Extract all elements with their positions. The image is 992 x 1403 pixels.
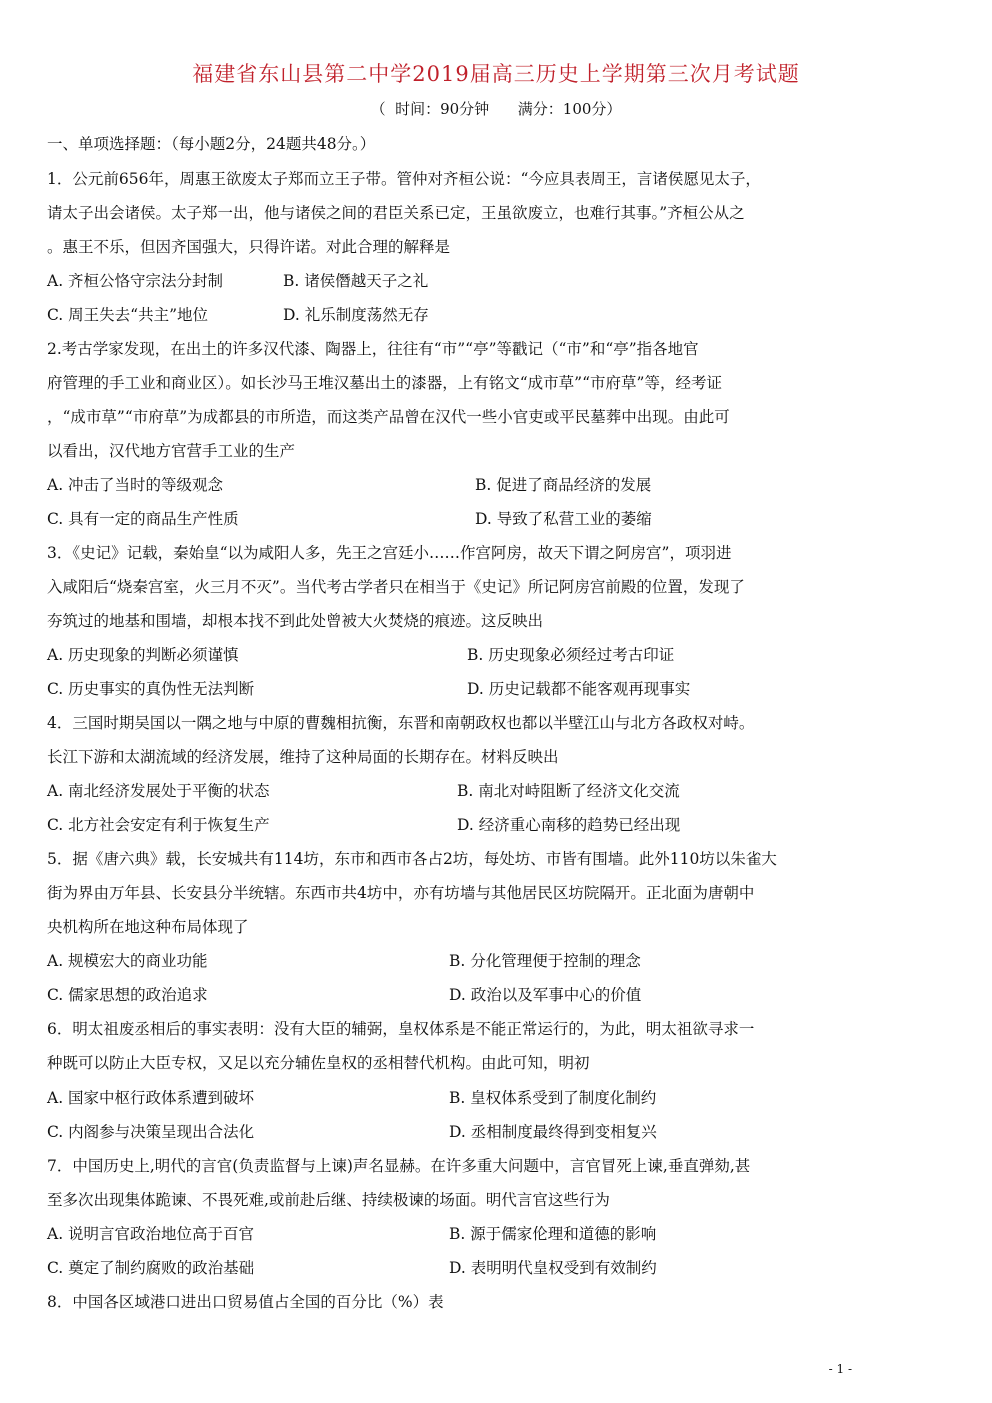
question-6-option-c: C. 内阁参与决策呈现出合法化 bbox=[47, 1123, 255, 1141]
question-4-line-1: 4．三国时期吴国以一隅之地与中原的曹魏相抗衡，东晋和南朝政权也都以半壁江山与北方各政权对峙。 bbox=[47, 714, 755, 732]
question-1-line-1: 1．公元前656年，周惠王欲废太子郑而立王子带。管仲对齐桓公说：“今应具表周王，言诸侯愿见太子， bbox=[47, 170, 761, 188]
question-2-line-4: 以看出，汉代地方官营手工业的生产 bbox=[47, 442, 296, 460]
question-7-line-1: 7．中国历史上,明代的言官(负责监督与上谏)声名显赫。在许多重大问题中，言官冒死上谏,垂直弹劾,甚 bbox=[47, 1157, 751, 1175]
document-title: 福建省东山县第二中学2019届高三历史上学期第三次月考试题 bbox=[192, 62, 800, 86]
question-1-option-c: C. 周王失去“共主”地位 bbox=[47, 306, 209, 324]
question-3-line-3: 夯筑过的地基和围墙，却根本找不到此处曾被大火焚烧的痕迹。这反映出 bbox=[47, 612, 544, 630]
question-4-option-b: B. 南北对峙阻断了经济文化交流 bbox=[457, 782, 680, 800]
question-1-option-b: B. 诸侯僭越天子之礼 bbox=[283, 272, 429, 290]
question-7-option-d: D. 表明明代皇权受到有效制约 bbox=[449, 1259, 657, 1277]
question-5-line-1: 5．据《唐六典》载，长安城共有114坊，东市和西市各占2坊，每处坊、市皆有围墙。此外110坊以朱雀大 bbox=[47, 850, 777, 868]
question-2-option-d: D. 导致了私营工业的萎缩 bbox=[475, 510, 652, 528]
question-1-option-a: A. 齐桓公恪守宗法分封制 bbox=[47, 272, 224, 290]
question-2-line-2: 府管理的手工业和商业区）。如长沙马王堆汉墓出土的漆器，上有铭文“成市草”“市府草”等，经考证 bbox=[47, 374, 722, 392]
question-2-option-b: B. 促进了商品经济的发展 bbox=[475, 476, 652, 494]
question-6-option-d: D. 丞相制度最终得到变相复兴 bbox=[449, 1123, 657, 1141]
question-4-line-2: 长江下游和太湖流域的经济发展，维持了这种局面的长期存在。材料反映出 bbox=[47, 748, 559, 766]
question-6-option-b: B. 皇权体系受到了制度化制约 bbox=[449, 1089, 657, 1107]
question-3-line-2: 入咸阳后“烧秦宫室，火三月不灭”。当代考古学者只在相当于《史记》所记阿房宫前殿的位置，发现了 bbox=[47, 578, 745, 596]
question-4-option-d: D. 经济重心南移的趋势已经出现 bbox=[457, 816, 681, 834]
question-3-option-b: B. 历史现象必须经过考古印证 bbox=[467, 646, 675, 664]
question-5-option-b: B. 分化管理便于控制的理念 bbox=[449, 952, 641, 970]
question-5-option-a: A. 规模宏大的商业功能 bbox=[47, 952, 208, 970]
question-5-line-3: 央机构所在地这种布局体现了 bbox=[47, 918, 249, 936]
question-4-option-a: A. 南北经济发展处于平衡的状态 bbox=[47, 782, 270, 800]
question-1-line-2: 请太子出会诸侯。太子郑一出，他与诸侯之间的君臣关系已定，王虽欲废立，也难行其事。”齐桓公从之 bbox=[47, 204, 745, 222]
question-5-option-c: C. 儒家思想的政治追求 bbox=[47, 986, 208, 1004]
question-2-option-a: A. 冲击了当时的等级观念 bbox=[47, 476, 224, 494]
question-1-option-d: D. 礼乐制度荡然无存 bbox=[283, 306, 429, 324]
question-7-option-a: A. 说明言官政治地位高于百官 bbox=[47, 1225, 255, 1243]
question-3-option-a: A. 历史现象的判断必须谨慎 bbox=[47, 646, 239, 664]
exam-info: （ 时间：90分钟 满分：100分） bbox=[370, 100, 622, 118]
question-3-option-d: D. 历史记载都不能客观再现事实 bbox=[467, 680, 691, 698]
question-5-option-d: D. 政治以及军事中心的价值 bbox=[449, 986, 642, 1004]
page-number: - 1 - bbox=[828, 1362, 852, 1376]
question-2-option-c: C. 具有一定的商品生产性质 bbox=[47, 510, 239, 528]
question-1-line-3: 。惠王不乐，但因齐国强大，只得许诺。对此合理的解释是 bbox=[47, 238, 451, 256]
question-2-line-3: ，“成市草”“市府草”为成都县的市所造，而这类产品曾在汉代一些小官吏或平民墓葬中出现。由此可 bbox=[47, 408, 730, 426]
question-7-option-c: C. 奠定了制约腐败的政治基础 bbox=[47, 1259, 255, 1277]
question-6-line-1: 6．明太祖废丞相后的事实表明：没有大臣的辅弼，皇权体系是不能正常运行的，为此，明太祖欲寻求一 bbox=[47, 1020, 755, 1038]
question-4-option-c: C. 北方社会安定有利于恢复生产 bbox=[47, 816, 270, 834]
question-6-line-2: 种既可以防止大臣专权，又足以充分辅佐皇权的丞相替代机构。由此可知，明初 bbox=[47, 1054, 590, 1072]
question-7-line-2: 至多次出现集体跪谏、不畏死难,或前赴后继、持续极谏的场面。明代言官这些行为 bbox=[47, 1191, 610, 1209]
question-7-option-b: B. 源于儒家伦理和道德的影响 bbox=[449, 1225, 657, 1243]
question-8-line-1: 8．中国各区域港口进出口贸易值占全国的百分比（%）表 bbox=[47, 1293, 444, 1311]
question-6-option-a: A. 国家中枢行政体系遭到破坏 bbox=[47, 1089, 255, 1107]
question-3-line-1: 3．《史记》记载，秦始皇“以为咸阳人多，先王之宫廷小……作宫阿房，故天下谓之阿房宫”，项羽进 bbox=[47, 544, 732, 562]
question-3-option-c: C. 历史事实的真伪性无法判断 bbox=[47, 680, 255, 698]
question-2-line-1: 2.考古学家发现，在出土的许多汉代漆、陶器上，往往有“市”“亭”等戳记（“市”和“亭”指各地官 bbox=[47, 340, 699, 358]
section-heading: 一、单项选择题：（每小题2分，24题共48分。） bbox=[47, 135, 376, 153]
question-5-line-2: 街为界由万年县、长安县分半统辖。东西市共4坊中，亦有坊墙与其他居民区坊院隔开。正北面为唐朝中 bbox=[47, 884, 755, 902]
